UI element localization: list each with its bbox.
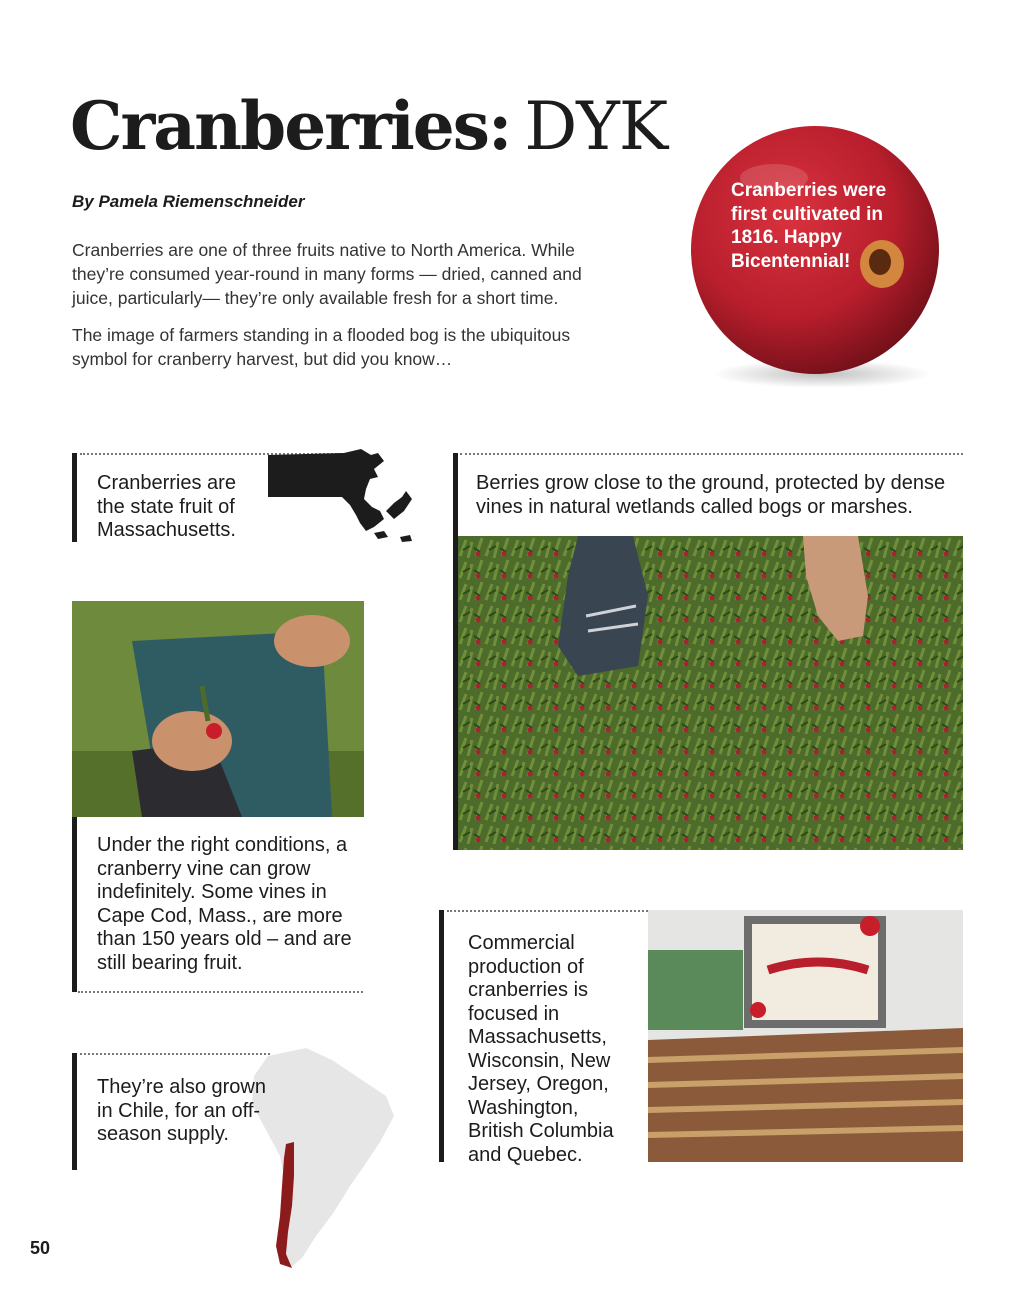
photo-bog-vines xyxy=(458,536,963,850)
fact-state-fruit: Cranberries are the state fruit of Massachusetts. xyxy=(97,472,236,541)
callout-text: Cranberries were first cultivated in 1816. Happy Bicentennial! xyxy=(731,180,887,272)
accent-bar xyxy=(72,453,77,542)
page-number: 50 xyxy=(30,1238,51,1258)
fact-production: Commercial production of cranberries is focused in Massachusetts, Wisconsin, New Jersey, Oregon, Washington, British Columbia and Quebec. xyxy=(468,932,614,1166)
title-light: DYK xyxy=(524,88,668,165)
massachusetts-map-icon xyxy=(266,445,416,545)
intro-paragraph-1: Cranberries are one of three fruits native to North America. While they’re consumed year-round in many forms — dried, canned and juice, particularly— they’re only available fresh for a short time. xyxy=(72,240,582,308)
south-america-map-icon xyxy=(246,1046,398,1270)
photo-cranberry-sprig xyxy=(72,601,364,817)
accent-bar xyxy=(439,910,444,1162)
fact-vines: Under the right conditions, a cranberry vine can grow indefinitely. Some vines in Cape Cod, Mass., are more than 150 years old – and are still bearing fruit. xyxy=(97,834,352,974)
divider xyxy=(80,1053,270,1055)
divider xyxy=(78,991,363,993)
page-title xyxy=(70,88,667,165)
accent-bar xyxy=(72,1053,77,1170)
accent-bar xyxy=(72,817,77,992)
fact-bogs: Berries grow close to the ground, protected by dense vines in natural wetlands called bogs or marshes. xyxy=(476,472,946,518)
intro-paragraph-2: The image of farmers standing in a flooded bog is the ubiquitous symbol for cranberry harvest, but did you know… xyxy=(72,325,571,369)
divider xyxy=(460,453,963,455)
photo-market-display xyxy=(648,910,963,1162)
title-bold: Cranberries: xyxy=(70,87,511,165)
fact-chile: They’re also grown in Chile, for an off-season supply. xyxy=(97,1076,266,1145)
byline: By Pamela Riemenschneider xyxy=(72,192,305,211)
